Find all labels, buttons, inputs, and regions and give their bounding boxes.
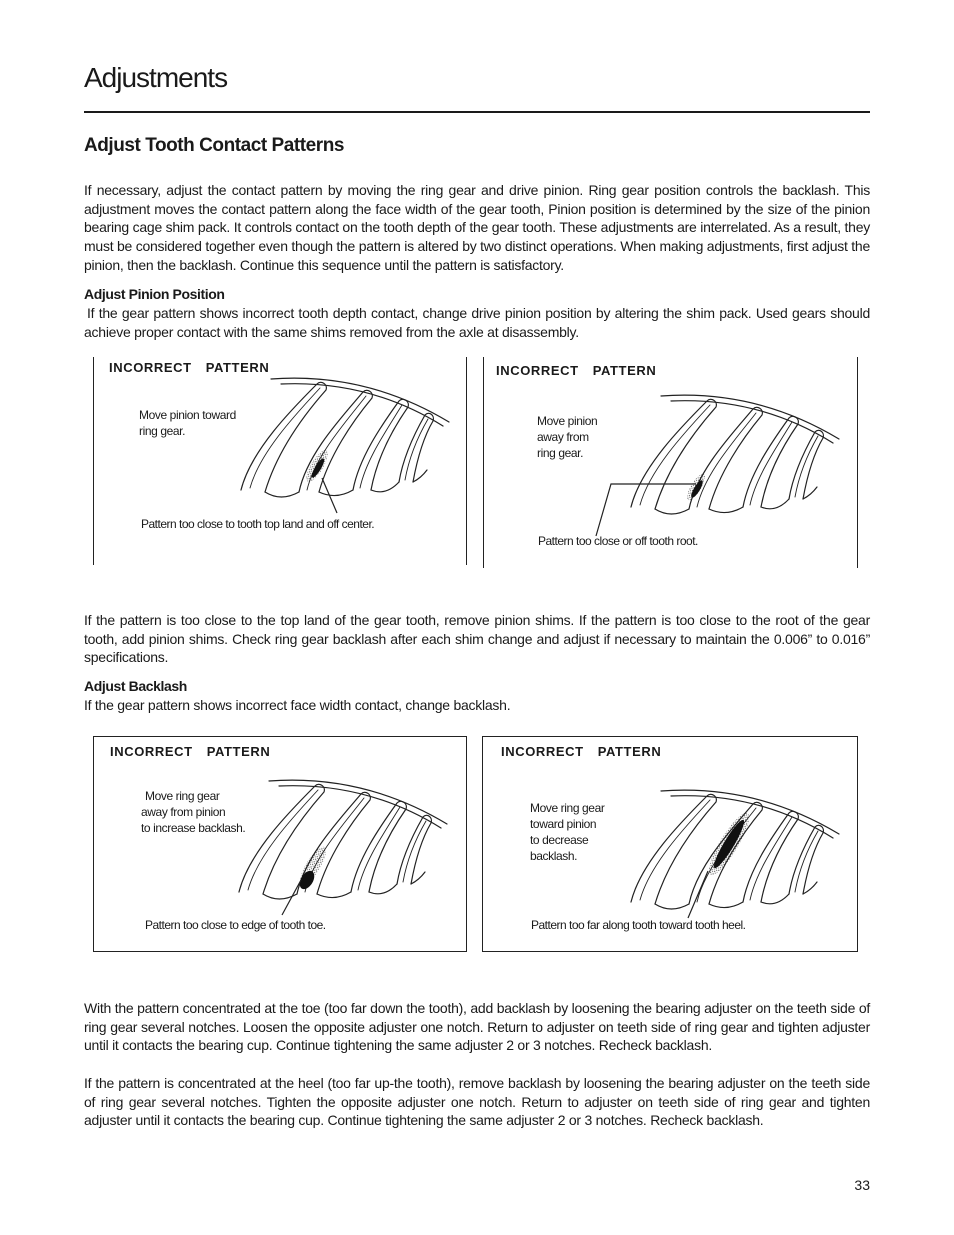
page-number: 33 (854, 1177, 870, 1193)
instruction-line: to increase backlash. (141, 821, 246, 835)
contact-pattern-core (710, 817, 747, 870)
figure-label (496, 364, 656, 378)
leader-line (282, 880, 301, 915)
figure-instruction (530, 800, 604, 864)
page-heading: Adjust Tooth Contact Patterns (84, 135, 344, 156)
label-pattern: PATTERN (597, 744, 662, 759)
instruction-line: ring gear. (537, 446, 584, 460)
figure-ring-gear-away (93, 736, 467, 952)
figure-caption: Pattern too close or off tooth root. (538, 534, 698, 548)
intro-paragraph: If necessary, adjust the contact pattern by moving the ring gear and drive pinion. Ring gear position controls the backlash. This adjustment moves the contact pattern along the face width of the gear tooth, Pinion position is determined by the size of the pinion bearing cage shim pack. It controls contact on the tooth depth of the gear tooth. These adjustments are interrelated. As a result, they must be considered together even though the pattern is altered by two distinct operations. When making adjustments, first adjust the pinion, then the backlash. Continue this sequence until the pattern is satisfactory. (84, 182, 870, 273)
ring-gear-teeth (239, 780, 447, 899)
shim-paragraph: If the pattern is too close to the top land of the gear tooth, remove pinion shims. If the pattern is too close to the root of the gear tooth, add pinion shims. Check ring gear backlash after each shim change and adjust if necessary to maintain the 0.006” to 0.016” specifications. (84, 612, 870, 666)
label-incorrect: INCORRECT (109, 360, 192, 375)
label-pattern: PATTERN (592, 363, 657, 378)
figure-instruction (537, 413, 597, 461)
pinion-paragraph: If the gear pattern shows incorrect tooth depth contact, change drive pinion position by altering the shim pack. Used gears should achieve proper contact with the same shims removed from the axle at disassembly. (84, 305, 870, 340)
label-incorrect: INCORRECT (501, 744, 584, 759)
header-rule (84, 111, 870, 113)
backlash-paragraph: If the gear pattern shows incorrect face width contact, change backlash. (84, 697, 511, 713)
figure-instruction (139, 407, 236, 439)
instruction-line: ring gear. (139, 424, 186, 438)
figure-label (501, 745, 661, 759)
instruction-line: Move pinion toward (139, 408, 236, 422)
figure-instruction (141, 788, 245, 836)
figure-pinion-toward (93, 357, 467, 565)
figure-pinion-away (483, 357, 858, 568)
figure-caption: Pattern too far along tooth toward tooth heel. (531, 918, 746, 932)
label-pattern: PATTERN (205, 360, 270, 375)
leader-line (596, 484, 696, 536)
instruction-line: toward pinion (530, 817, 597, 831)
figure-label (109, 361, 269, 375)
instruction-line: Move ring gear (530, 801, 605, 815)
figure-caption: Pattern too close to edge of tooth toe. (145, 918, 326, 932)
figure-caption: Pattern too close to tooth top land and off center. (141, 517, 375, 531)
instruction-line: to decrease (530, 833, 589, 847)
label-incorrect: INCORRECT (496, 363, 579, 378)
ring-gear-teeth (241, 378, 449, 497)
instruction-line: Move ring gear (145, 789, 220, 803)
label-pattern: PATTERN (206, 744, 271, 759)
pinion-subheading: Adjust Pinion Position (84, 286, 225, 302)
heel-paragraph: If the pattern is concentrated at the heel (too far up-the tooth), remove backlash by loosening the bearing adjuster on the teeth side of ring gear several notches. Tighten the opposite adjuster one notch. Return to adjuster on teeth side of ring gear and tighten adjuster until it contacts the bearing cup. Continue tightening the same adjuster 2 or 3 notches. Recheck backlash. (84, 1075, 870, 1129)
figure-ring-gear-toward (482, 736, 858, 952)
label-incorrect: INCORRECT (110, 744, 193, 759)
figure-label (110, 745, 270, 759)
ring-gear-teeth (631, 395, 839, 514)
instruction-line: away from pinion (141, 805, 226, 819)
instruction-line: Move pinion (537, 414, 598, 428)
instruction-line: backlash. (530, 849, 578, 863)
toe-paragraph: With the pattern concentrated at the toe (too far down the tooth), add backlash by loosening the bearing adjuster on the teeth side of ring gear several notches. Loosen the opposite adjuster one notch. Return to adjuster on teeth side of ring gear and tighten adjuster until it contacts the bearing cup. Continue tightening the same adjuster 2 or 3 notches. Recheck backlash. (84, 1000, 870, 1054)
instruction-line: away from (537, 430, 589, 444)
backlash-subheading: Adjust Backlash (84, 678, 187, 694)
gear-illustration (94, 357, 466, 565)
section-title: Adjustments (84, 62, 228, 93)
